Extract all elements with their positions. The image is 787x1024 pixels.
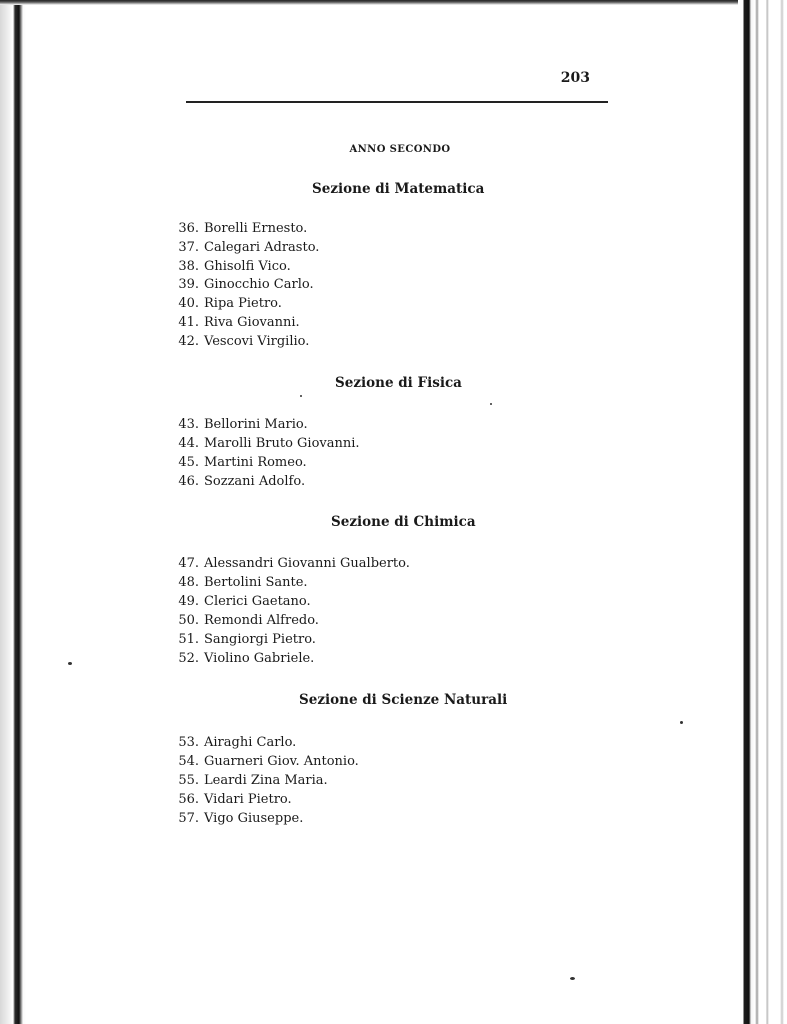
entry-name: Martini Romeo. — [204, 455, 307, 470]
entry-number: 49. — [178, 594, 199, 609]
entry-number: 37. — [178, 240, 199, 255]
list-item — [168, 733, 296, 752]
list-item — [168, 415, 308, 434]
entry-name: Ginocchio Carlo. — [204, 277, 314, 292]
entry-number: 52. — [178, 651, 199, 666]
entry-number: 39. — [178, 277, 199, 292]
list-item — [168, 275, 314, 294]
entry-number: 54. — [178, 754, 199, 769]
entry-name: Remondi Alfredo. — [204, 613, 319, 628]
entry-name: Marolli Bruto Giovanni. — [204, 436, 360, 451]
entry-name: Sozzani Adolfo. — [204, 474, 306, 489]
entry-name: Clerici Gaetano. — [204, 594, 311, 609]
list-item — [168, 790, 292, 809]
entry-name: Ripa Pietro. — [204, 296, 282, 311]
section-heading-chimica: Sezione di Chimica — [331, 514, 476, 530]
year-heading: ANNO SECONDO — [349, 144, 451, 155]
list-item — [168, 592, 311, 611]
entry-number: 40. — [178, 296, 199, 311]
scan-speck — [68, 662, 72, 665]
list-item — [168, 554, 410, 573]
entry-number: 44. — [178, 436, 199, 451]
list-item — [168, 573, 308, 592]
list-item — [168, 809, 303, 828]
entry-number: 55. — [178, 773, 199, 788]
scan-top-edge — [0, 0, 787, 5]
entry-name: Airaghi Carlo. — [204, 735, 297, 750]
entry-name: Alessandri Giovanni Gualberto. — [204, 556, 410, 571]
scan-page-edges-right — [738, 0, 787, 1024]
list-item — [168, 294, 282, 313]
list-item — [168, 649, 314, 668]
list-item — [168, 771, 328, 790]
page-number: 203 — [560, 70, 590, 86]
entry-number: 56. — [178, 792, 199, 807]
scan-binding-edge-left — [0, 0, 26, 1024]
section-heading-matematica: Sezione di Matematica — [312, 181, 485, 197]
list-item — [168, 434, 360, 453]
entry-number: 41. — [178, 315, 199, 330]
header-rule — [186, 101, 608, 103]
section-heading-scienze-naturali: Sezione di Scienze Naturali — [299, 692, 508, 708]
entry-number: 57. — [178, 811, 199, 826]
entry-name: Guarneri Giov. Antonio. — [204, 754, 359, 769]
entry-name: Borelli Ernesto. — [204, 221, 308, 236]
list-item — [168, 752, 359, 771]
entry-number: 51. — [178, 632, 199, 647]
entry-name: Bertolini Sante. — [204, 575, 308, 590]
entry-name: Bellorini Mario. — [204, 417, 308, 432]
entry-number: 47. — [178, 556, 199, 571]
entry-name: Leardi Zina Maria. — [204, 773, 328, 788]
entry-name: Sangiorgi Pietro. — [204, 632, 316, 647]
entry-name: Vescovi Virgilio. — [204, 334, 310, 349]
entry-number: 53. — [178, 735, 199, 750]
entry-name: Violino Gabriele. — [204, 651, 315, 666]
entry-number: 46. — [178, 474, 199, 489]
scan-speck — [570, 977, 575, 980]
entry-number: 48. — [178, 575, 199, 590]
entry-number: 43. — [178, 417, 199, 432]
entry-number: 45. — [178, 455, 199, 470]
entry-name: Vidari Pietro. — [204, 792, 292, 807]
entry-number: 36. — [178, 221, 199, 236]
list-item — [168, 219, 307, 238]
entry-name: Ghisolfi Vico. — [204, 259, 291, 274]
entry-name: Calegari Adrasto. — [204, 240, 320, 255]
list-item — [168, 238, 319, 257]
scan-speck — [300, 395, 302, 397]
entry-name: Riva Giovanni. — [204, 315, 300, 330]
list-item — [168, 332, 309, 351]
entry-name: Vigo Giuseppe. — [204, 811, 304, 826]
scan-speck — [680, 721, 683, 724]
entry-number: 50. — [178, 613, 199, 628]
list-item — [168, 472, 305, 491]
list-item — [168, 630, 316, 649]
list-item — [168, 611, 319, 630]
list-item — [168, 453, 307, 472]
entry-number: 42. — [178, 334, 199, 349]
section-heading-fisica: Sezione di Fisica — [335, 375, 462, 391]
list-item — [168, 257, 291, 276]
entry-number: 38. — [178, 259, 199, 274]
scan-speck — [490, 403, 492, 405]
list-item — [168, 313, 300, 332]
